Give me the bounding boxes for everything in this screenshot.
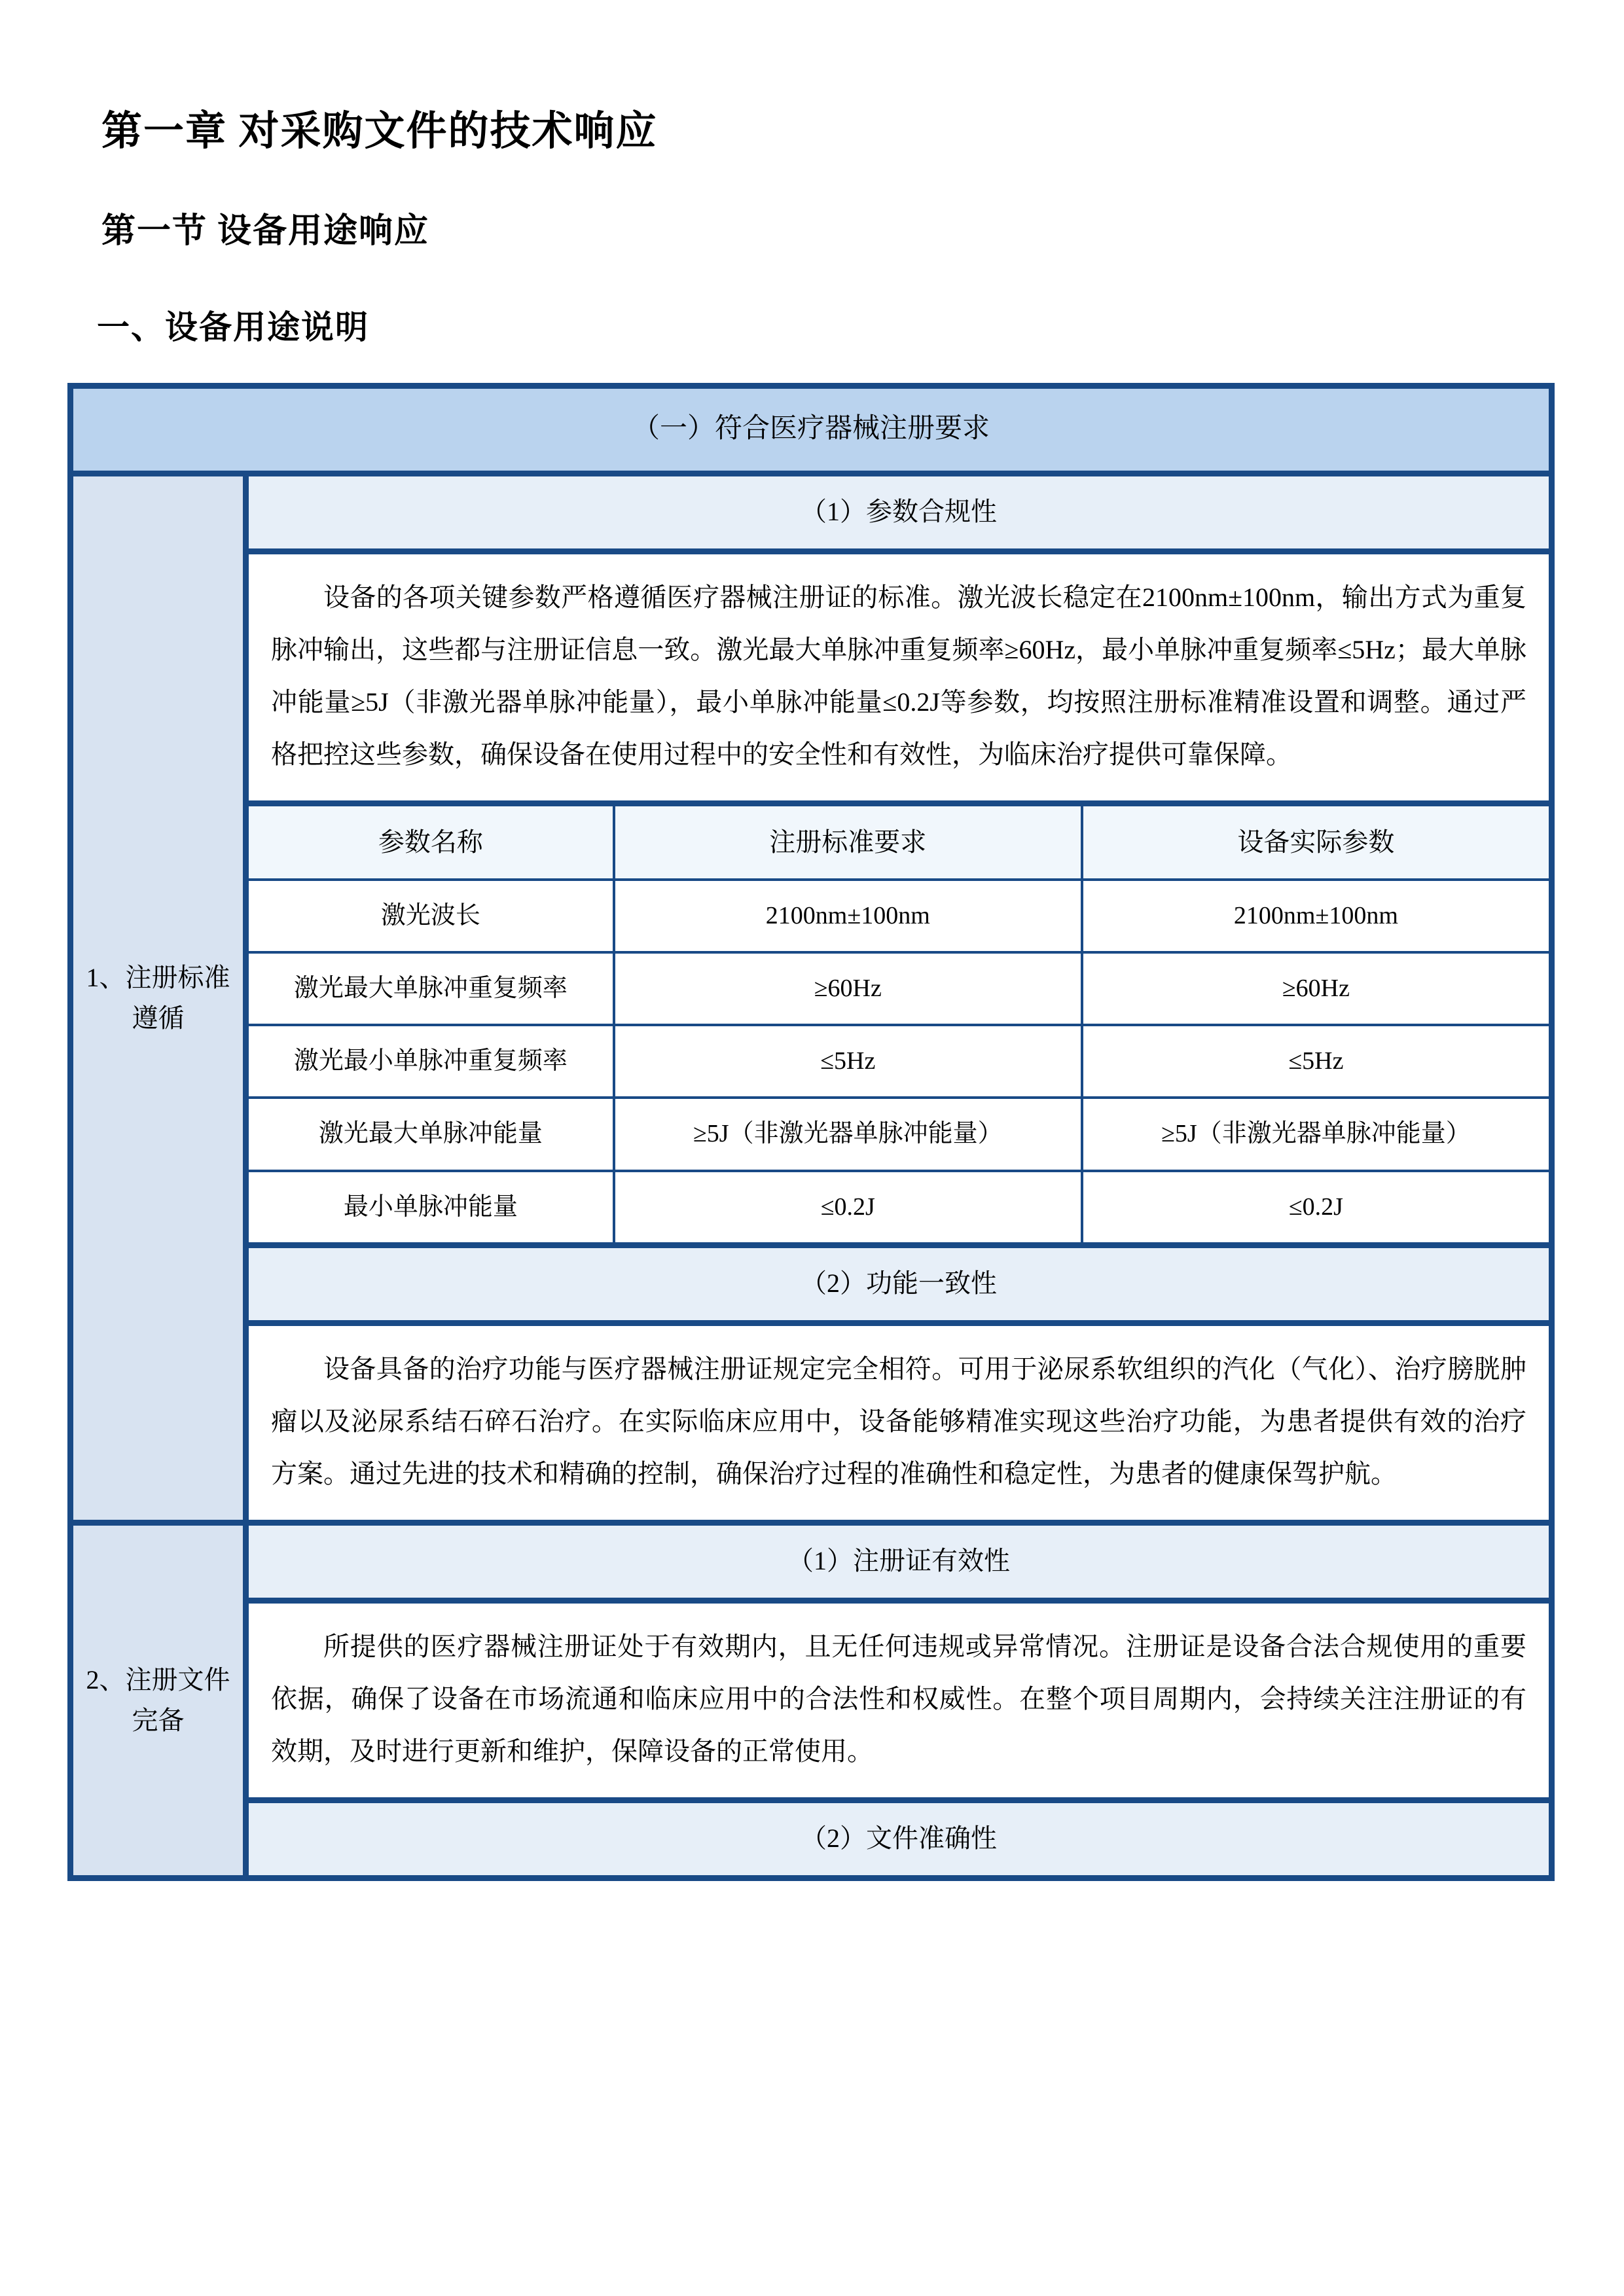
paragraph-text: 设备的各项关键参数严格遵循医疗器械注册证的标准。激光波长稳定在2100nm±100nm，输出方式为重复脉冲输出，这些都与注册证信息一致。激光最大单脉冲重复频率≥60Hz，最小单脉冲重复频率≤5Hz；最大单脉冲能量≥5J（非激光器单脉冲能量），最小单脉冲能量≤0.2J等参数，均按照注册标准精准设置和调整。通过严格把控这些参数，确保设备在使用过程中的安全性和有效性，为临床治疗提供可靠保障。 [249,554,1549,806]
subsection-heading: 一、设备用途说明 [97,309,369,346]
parameter-table-wrapper [249,806,1549,1248]
paragraph-text: 所提供的医疗器械注册证处于有效期内，且无任何违规或异常情况。注册证是设备合法合规使用的重要依据，确保了设备在市场流通和临床应用中的合法性和权威性。在整个项目周期内，会持续关注注册证的有效期，及时进行更新和维护，保障设备的正常使用。 [249,1604,1549,1803]
cell-parameter-name: 最小单脉冲能量 [249,1171,614,1242]
table-row [73,1520,1549,1875]
table-row [249,1025,1549,1098]
cell-standard-value: ≤5Hz [614,1025,1082,1098]
cell-parameter-name: 激光最小单脉冲重复频率 [249,1025,614,1098]
parameter-table [249,806,1549,1242]
table-row [249,1098,1549,1170]
table-row [249,1171,1549,1242]
cell-actual-value: ≥60Hz [1082,952,1549,1025]
cell-actual-value: 2100nm±100nm [1082,880,1549,952]
parameter-table-col-name: 参数名称 [249,806,614,880]
subsection-band: （1）参数合规性 [249,476,1549,554]
cell-standard-value: ≤0.2J [614,1171,1082,1242]
subsection-band: （2）文件准确性 [249,1803,1549,1875]
table-row [249,880,1549,952]
cell-actual-value: ≤0.2J [1082,1171,1549,1242]
cell-parameter-name: 激光最大单脉冲能量 [249,1098,614,1170]
requirements-table [67,383,1555,1881]
cell-standard-value: ≥5J（非激光器单脉冲能量） [614,1098,1082,1170]
row-label: 1、注册标准遵循 [73,476,249,1520]
cell-standard-value: 2100nm±100nm [614,880,1082,952]
parameter-table-header-row [249,806,1549,880]
row-label: 2、注册文件完备 [73,1526,249,1875]
parameter-table-col-standard: 注册标准要求 [614,806,1082,880]
cell-actual-value: ≥5J（非激光器单脉冲能量） [1082,1098,1549,1170]
cell-actual-value: ≤5Hz [1082,1025,1549,1098]
table-title-band: （一）符合医疗器械注册要求 [73,389,1549,476]
row-content [249,476,1549,1520]
section-heading: 第一节 设备用途响应 [101,213,430,250]
parameter-table-col-actual: 设备实际参数 [1082,806,1549,880]
cell-standard-value: ≥60Hz [614,952,1082,1025]
paragraph-text: 设备具备的治疗功能与医疗器械注册证规定完全相符。可用于泌尿系软组织的汽化（气化）、治疗膀胱肿瘤以及泌尿系结石碎石治疗。在实际临床应用中，设备能够精准实现这些治疗功能，为患者提供有效的治疗方案。通过先进的技术和精确的控制，确保治疗过程的准确性和稳定性，为患者的健康保驾护航。 [271,1354,1526,1489]
subsection-band: （2）功能一致性 [249,1248,1549,1326]
cell-parameter-name: 激光最大单脉冲重复频率 [249,952,614,1025]
chapter-heading: 第一章 对采购文件的技术响应 [101,109,658,154]
table-row [249,952,1549,1025]
subsection-band: （1）注册证有效性 [249,1526,1549,1604]
table-row [73,476,1549,1520]
row-content [249,1526,1549,1875]
cell-parameter-name: 激光波长 [249,880,614,952]
